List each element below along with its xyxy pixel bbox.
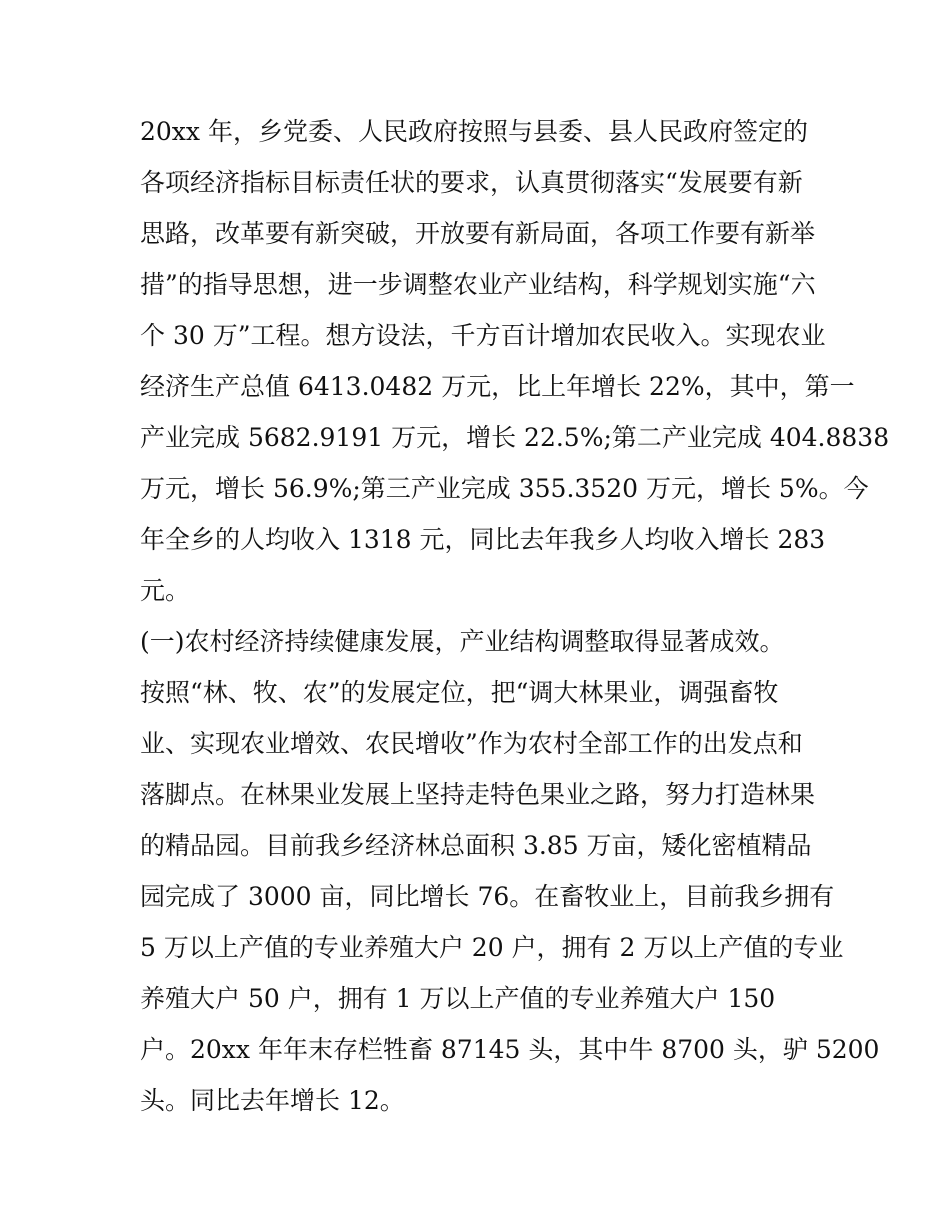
text-line: 产业完成 5682.9191 万元，增长 22.5%;第二产业完成 404.8838 [140,423,890,452]
section-heading: (一)农村经济持续健康发展，产业结构调整取得显著成效。 [140,627,785,656]
text-line: 户。20xx 年年末存栏牲畜 87145 头，其中牛 8700 头，驴 5200 [140,1035,880,1064]
text-line: 万元，增长 56.9%;第三产业完成 355.3520 万元，增长 5%。今 [140,474,869,503]
text-line: 头。同比去年增长 12。 [140,1086,405,1115]
text-line: 的精品园。目前我乡经济林总面积 3.85 万亩，矮化密植精品 [140,831,812,860]
text-line: 各项经济指标目标责任状的要求，认真贯彻落实“发展要有新 [140,168,803,197]
text-line: 个 30 万”工程。想方设法，千方百计增加农民收入。实现农业 [140,321,826,350]
text-line: 措”的指导思想，进一步调整农业产业结构，科学规划实施“六 [140,270,816,299]
text-line: 经济生产总值 6413.0482 万元，比上年增长 22%，其中，第一 [140,372,855,401]
text-line: 20xx 年，乡党委、人民政府按照与县委、县人民政府签定的 [140,117,808,146]
text-line: 按照“林、牧、农”的发展定位，把“调大林果业，调强畜牧 [140,678,779,707]
text-line: 园完成了 3000 亩，同比增长 76。在畜牧业上，目前我乡拥有 [140,882,835,911]
text-line: 年全乡的人均收入 1318 元，同比去年我乡人均收入增长 283 [140,525,826,554]
text-line: 5 万以上产值的专业养殖大户 20 户，拥有 2 万以上产值的专业 [140,933,844,962]
text-line: 落脚点。在林果业发展上坚持走特色果业之路，努力打造林果 [140,780,816,809]
document-body [140,106,890,1126]
text-line: 思路，改革要有新突破，开放要有新局面，各项工作要有新举 [140,219,816,248]
text-line: 业、实现农业增效、农民增收”作为农村全部工作的出发点和 [140,729,803,758]
text-line: 元。 [140,576,191,605]
text-line: 养殖大户 50 户，拥有 1 万以上产值的专业养殖大户 150 [140,984,776,1013]
